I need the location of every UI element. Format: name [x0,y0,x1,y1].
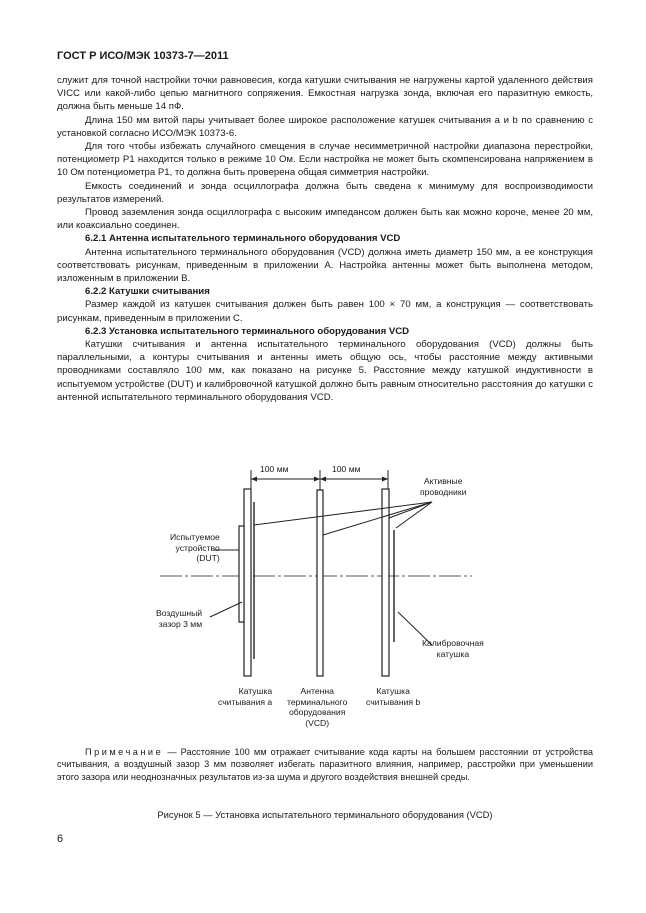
paragraph: Катушки считывания и антенна испытательного терминального оборудования (VCD) должны быть параллельными, а контуры считывания и антенны иметь общую ось, чтобы расстояние между активными проводниками составляло 100 мм, как показано на рисунке 5. Расстояние между катушкой индуктивности в испытуемом устройстве (DUT) и калибровочной катушкой должно быть равным относительно расстояния до катушки с антенной испытательного терминального оборудования VCD. [57,339,593,403]
paragraph: Провод заземления зонда осциллографа с высоким импедансом должен быть как можно короче, менее 20 мм, или коаксиально соединен. [57,207,593,232]
leader-line [210,602,242,617]
dimension-arrow [314,477,320,482]
document-header: ГОСТ Р ИСО/МЭК 10373-7—2011 [57,50,229,62]
label-active-conductors: Активные проводники [420,476,467,497]
figure-caption: Рисунок 5 — Установка испытательного терминального оборудования (VCD) [157,809,493,820]
label-calibration-coil: Калибровочная катушка [422,638,484,659]
label-dut: Испытуемое устройство (DUT) [170,532,220,563]
vcd-antenna [317,490,323,676]
dimension-arrow [382,477,388,482]
paragraph: Антенна испытательного терминального оборудования (VCD) должна иметь диаметр 150 мм, а ее конструкция соответствовать рисункам, приведенным в приложении А. Настройка антенны может быть выполнена методом, изложенным в приложении В. [57,246,593,285]
section-heading: 6.2.1 Антенна испытательного терминального оборудования VCD [85,233,401,245]
section-heading: 6.2.2 Катушки считывания [85,286,210,298]
paragraph: Длина 150 мм витой пары учитывает более широкое расположение катушек считывания а и b по сравнению с установкой согласно ИСО/МЭК 10373-6. [57,114,593,139]
figure-note [57,746,593,783]
note-text: — Расстояние 100 мм отражает считывание кода карты на большем расстоянии от устройства считывания, а воздушный зазор 3 мм позволяет избегать паразитного влияния, например, расстройки при уменьшении этого зазора или неоднозначных результатов из-за шума и другого воздействия внешней среды. [57,747,593,782]
paragraph: служит для точной настройки точки равновесия, когда катушки считывания не нагружены картой удаленного действия VICC или какой-либо цепью магнитного сопряжения. Емкостная нагрузка зонда, включая его паразитную емкость, должна быть меньше 14 пФ. [57,75,593,113]
reading-coil-a [244,489,251,676]
figure-5-diagram [150,462,490,728]
leader-line [323,502,432,535]
body-text [57,74,593,404]
paragraph: Размер каждой из катушек считывания должен быть равен 100 × 70 мм, а конструкция — соответствовать рисункам, приведенным в приложении С. [57,299,593,324]
paragraph: Для того чтобы избежать случайного смещения в случае несимметричной настройки диапазона перестройки, потенциометр Р1 находится только в режиме 10 Ом. Если настройка не может быть скомпенсирована напряжением в 10 Ом потенциометра Р1, то должна быть проверена общая симметрия настройки. [57,141,593,179]
dimension-arrow [251,477,257,482]
paragraph: Емкость соединений и зонда осциллографа должна быть сведена к минимуму для воспроизводимости результатов измерений. [57,180,593,205]
figure-5-drawing [150,462,490,722]
dimension-label-right: 100 мм [332,464,361,474]
label-reading-coil-b: Катушка считывания b [366,686,421,707]
label-air-gap: Воздушный зазор 3 мм [156,608,203,629]
label-vcd-antenna: Антенна терминального оборудования (VCD) [287,686,348,728]
section-heading: 6.2.3 Установка испытательного терминального оборудования VCD [85,325,410,337]
page-number: 6 [57,833,64,845]
note-label: Примечание [85,747,164,757]
label-reading-coil-a: Катушка считывания а [218,686,273,707]
dut-coil [239,526,244,622]
dimension-label-left: 100 мм [260,464,289,474]
dimension-arrow [320,477,326,482]
